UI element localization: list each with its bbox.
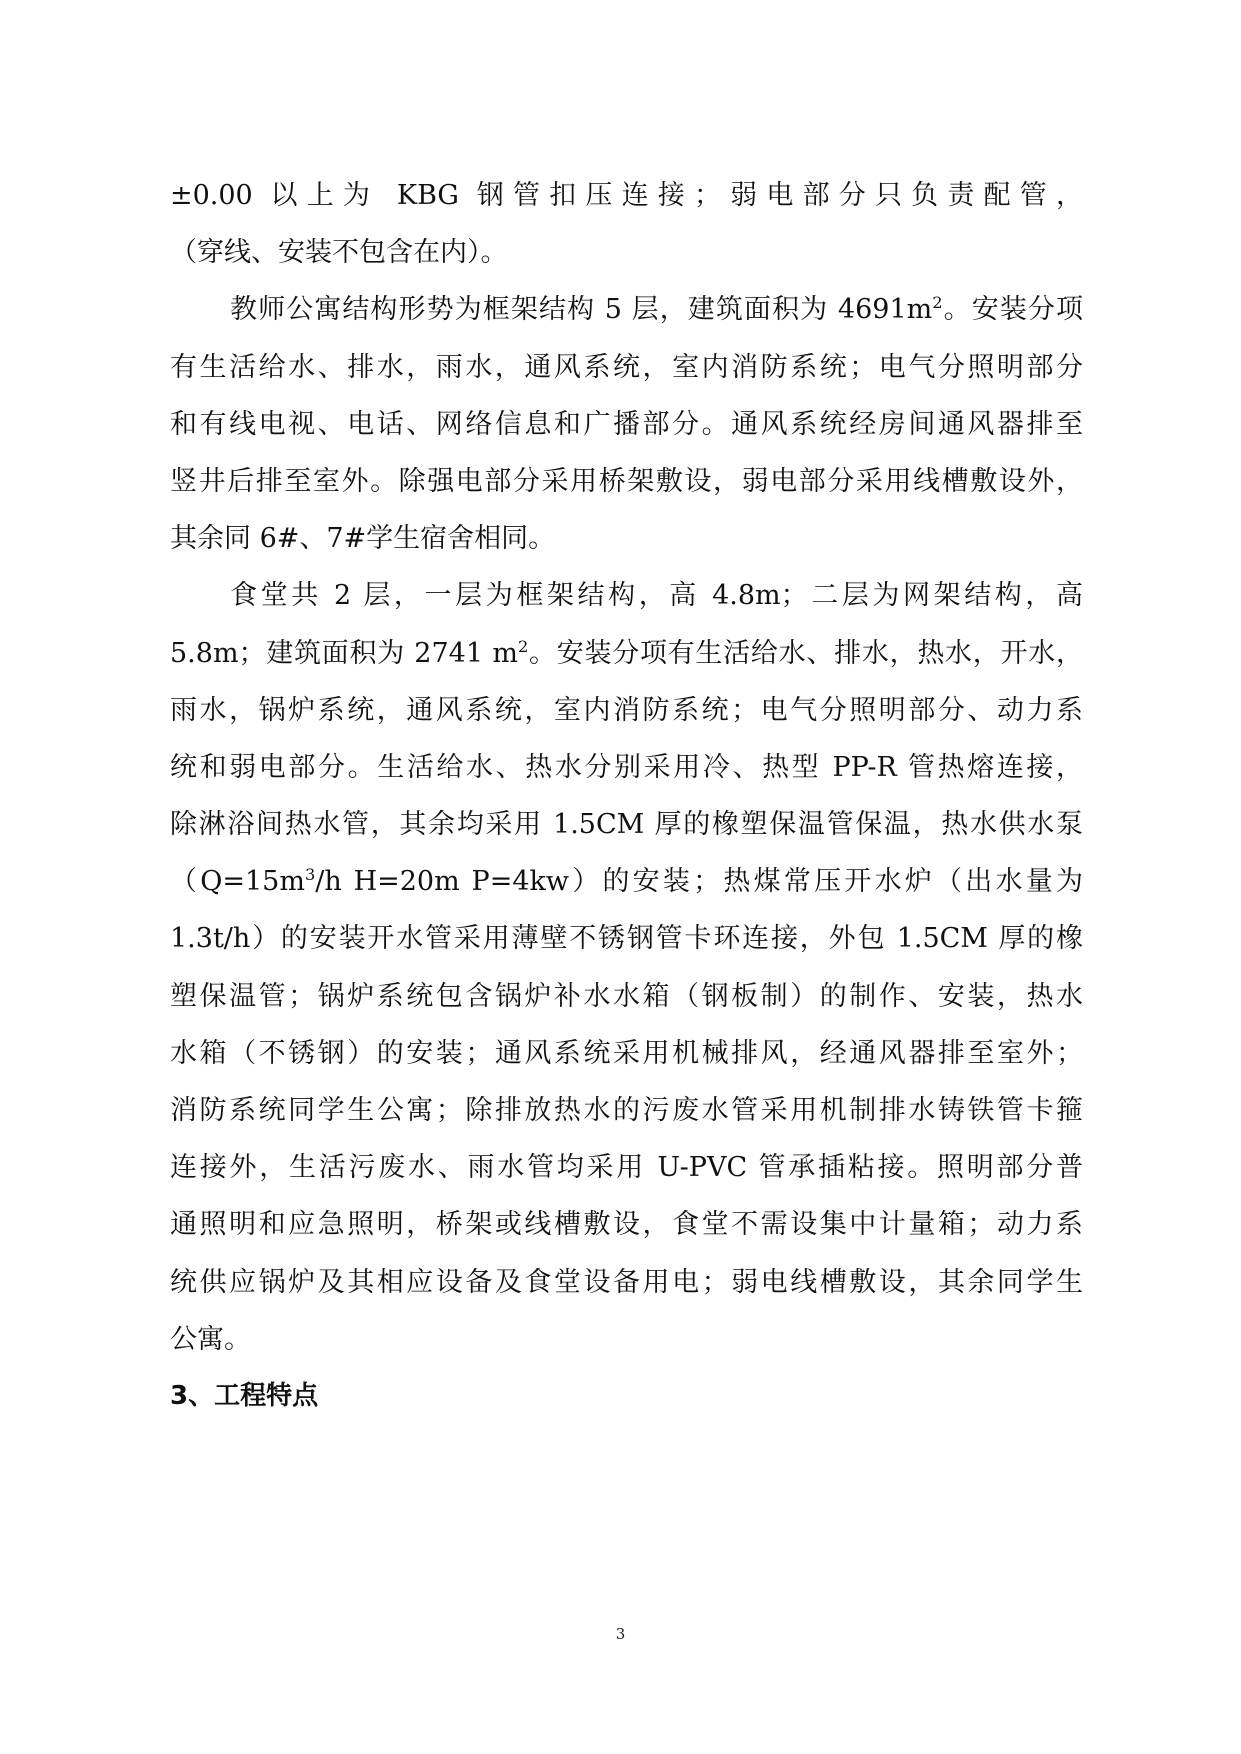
- paragraph-line: 塑保温管；锅炉系统包含锅炉补水水箱（钢板制）的制作、安装，热水: [170, 980, 1083, 1012]
- paragraph-line: 通照明和应急照明，桥架或线槽敷设，食堂不需设集中计量箱；动力系: [170, 1209, 1083, 1241]
- paragraph-line: 其余同 6#、7#学生宿舍相同。: [170, 523, 556, 555]
- paragraph-line: 消防系统同学生公寓；除排放热水的污废水管采用机制排水铸铁管卡箍: [170, 1095, 1083, 1126]
- paragraph-line: 有生活给水、排水，雨水，通风系统，室内消防系统；电气分照明部分: [170, 351, 1083, 383]
- paragraph-line: 1.3t/h）的安装开水管采用薄壁不锈钢管卡环连接，外包 1.5CM 厚的橡: [170, 923, 1083, 955]
- paragraph-line: 统供应锅炉及其相应设备及食堂设备用电；弱电线槽敷设，其余同学生: [170, 1266, 1083, 1298]
- text-span: 。安装分项有生活给水、排水，热水，开水，: [528, 637, 1083, 669]
- page-body: [170, 167, 1083, 1425]
- paragraph-line: （穿线、安装不包含在内）。: [170, 237, 508, 269]
- paragraph-line: ±0.00 以上为 KBG 钢管扣压连接；弱电部分只负责配管，: [170, 180, 1083, 211]
- text-span: 5.8m；建筑面积为 2741 m: [170, 637, 518, 669]
- superscript: 2: [517, 636, 529, 656]
- paragraph-line: 除淋浴间热水管，其余均采用 1.5CM 厚的橡塑保温管保温，热水供水泵: [170, 809, 1083, 841]
- paragraph-line: 公寓。: [170, 1323, 251, 1355]
- paragraph-line: 和有线电视、电话、网络信息和广播部分。通风系统经房间通风器排至: [170, 408, 1083, 440]
- section-heading: 3、工程特点: [170, 1380, 319, 1411]
- paragraph-line: 连接外，生活污废水、雨水管均采用 U-PVC 管承插粘接。照明部分普: [170, 1152, 1083, 1184]
- paragraph-line: [170, 281, 1083, 338]
- paragraph-line: 水箱（不锈钢）的安装；通风系统采用机械排风，经通风器排至室外；: [170, 1037, 1083, 1069]
- superscript: 3: [304, 865, 316, 885]
- page-number: 3: [615, 1625, 626, 1643]
- paragraph-line: 食堂共 2 层，一层为框架结构，高 4.8m；二层为网架结构，高: [230, 580, 1083, 612]
- superscript: 2: [932, 293, 943, 313]
- paragraph-line: [170, 625, 1083, 682]
- paragraph-line: 竖井后排至室外。除强电部分采用桥架敷设，弱电部分采用线槽敷设外，: [170, 465, 1083, 497]
- text-span: 教师公寓结构形势为框架结构 5 层，建筑面积为 4691m: [230, 294, 933, 326]
- text-span: 。安装分项: [942, 294, 1083, 326]
- paragraph-line: [170, 853, 1083, 910]
- text-span: （Q=15m: [170, 866, 305, 898]
- paragraph-line: 统和弱电部分。生活给水、热水分别采用冷、热型 PP-R 管热熔连接，: [170, 751, 1083, 783]
- text-span: /h H=20m P=4kw）的安装；热煤常压开水炉（出水量为: [315, 866, 1083, 898]
- paragraph-line: 雨水，锅炉系统，通风系统，室内消防系统；电气分照明部分、动力系: [170, 694, 1083, 726]
